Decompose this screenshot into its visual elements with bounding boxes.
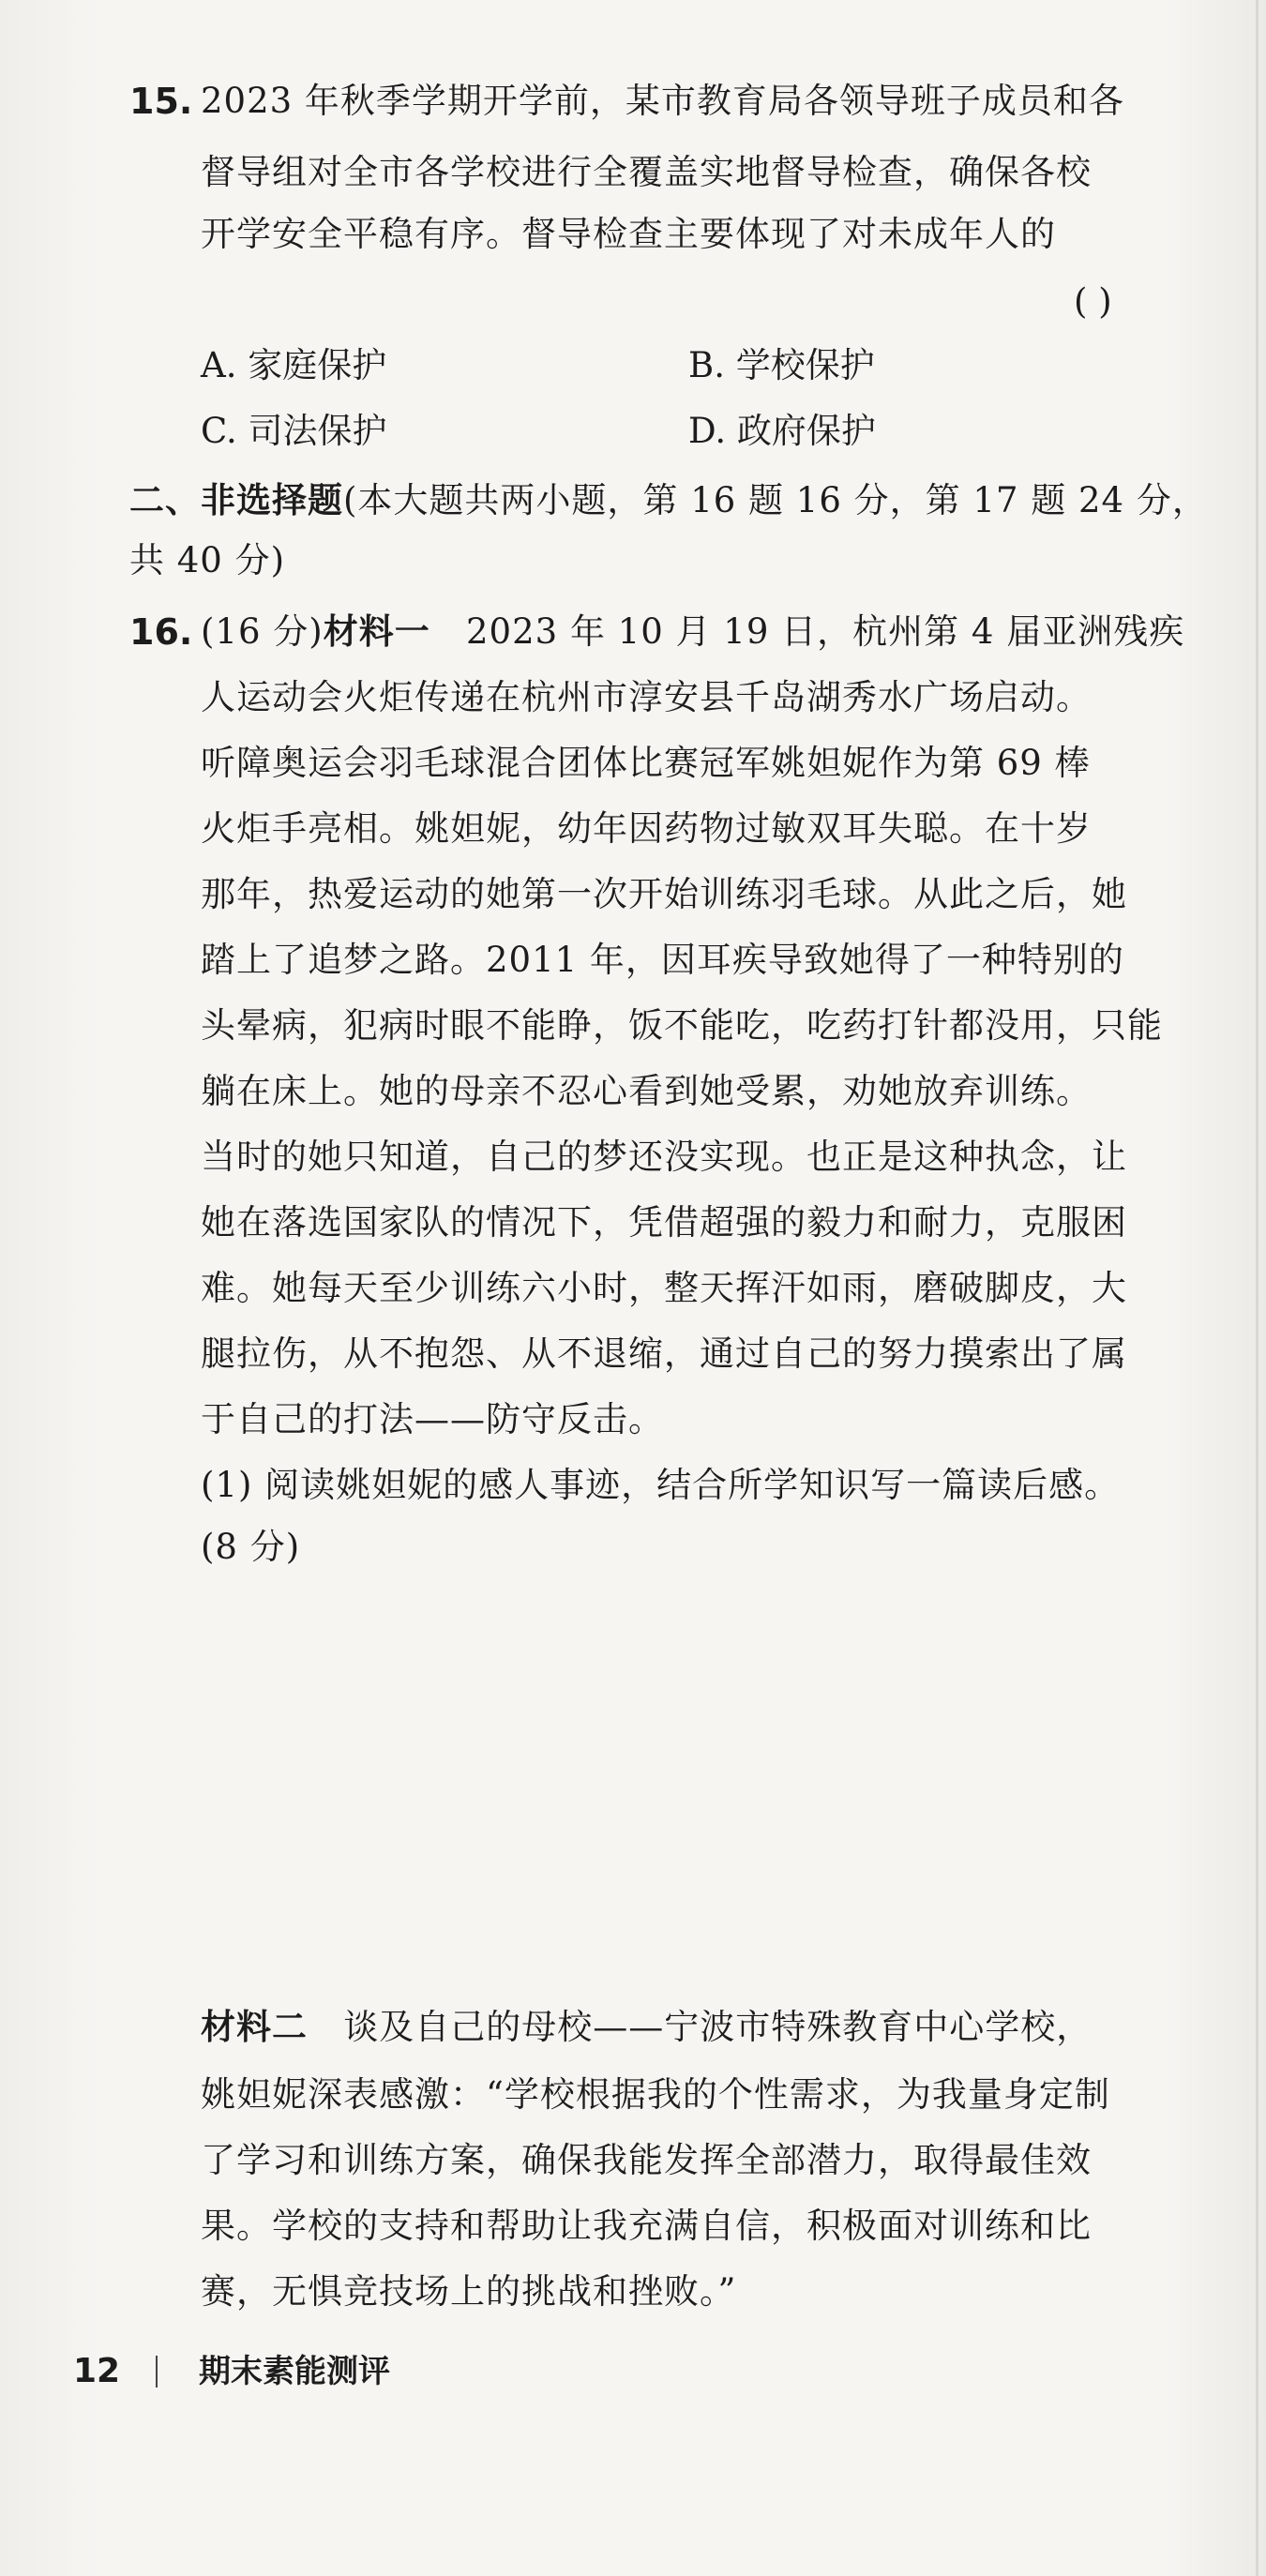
material-1-line-6: 踏上了追梦之路。2011 年，因耳疾导致她得了一种特别的 [201, 940, 1124, 980]
material-2-line-5: 赛，无惧竞技场上的挑战和挫败。” [201, 2271, 737, 2312]
option-c: C. 司法保护 [201, 411, 387, 451]
material-1-line-9: 当时的她只知道，自己的梦还没实现。也正是这种执念，让 [201, 1137, 1127, 1177]
material-1-line-7: 头晕病，犯病时眼不能睁，饭不能吃，吃药打针都没用，只能 [201, 1005, 1163, 1046]
material-2-line-3: 了学习和训练方案，确保我能发挥全部潜力，取得最佳效 [201, 2140, 1092, 2180]
material-2-label: 材料二 [201, 2007, 308, 2047]
footer-title: 期末素能测评 [199, 2353, 390, 2390]
material-1-line-2: 人运动会火炬传递在杭州市淳安县千岛湖秀水广场启动。 [201, 677, 1092, 717]
section-2-heading-row [129, 478, 1208, 523]
section-2-note: (本大题共两小题，第 16 题 16 分，第 17 题 24 分， [343, 480, 1208, 520]
question-15-line-2: 督导组对全市各学校进行全覆盖实地督导检查，确保各校 [201, 152, 1092, 192]
option-d: D. 政府保护 [688, 411, 876, 451]
material-2-line-4: 果。学校的支持和帮助让我充满自信，积极面对训练和比 [201, 2206, 1092, 2246]
question-15-line-1: 2023 年秋季学期开学前，某市教育局各领导班子成员和各 [201, 81, 1124, 121]
question-16-line-1 [201, 610, 1184, 655]
answer-parentheses: ( ) [1074, 281, 1112, 322]
footer-divider [156, 2356, 158, 2388]
material-1-line-12: 腿拉伤，从不抱怨、从不退缩，通过自己的努力摸索出了属 [201, 1333, 1127, 1374]
material-1-line-8: 躺在床上。她的母亲不忍心看到她受累，劝她放弃训练。 [201, 1071, 1092, 1111]
material-2-line-1 [201, 2005, 1092, 2050]
material-1-line-3: 听障奥运会羽毛球混合团体比赛冠军姚妲妮作为第 69 棒 [201, 743, 1091, 783]
option-b: B. 学校保护 [688, 345, 875, 385]
subquestion-1-line-2: (8 分) [201, 1527, 301, 1567]
question-16-score: (16 分) [201, 611, 324, 652]
option-a: A. 家庭保护 [201, 345, 387, 385]
question-16-number: 16. [129, 611, 193, 653]
page-edge-shadow [1256, 0, 1258, 2576]
material-1-label: 材料一 [323, 611, 430, 652]
subquestion-1-line-1: (1) 阅读姚妲妮的感人事迹，结合所学知识写一篇读后感。 [201, 1465, 1121, 1505]
material-1-line-10: 她在落选国家队的情况下，凭借超强的毅力和耐力，克服困 [201, 1202, 1127, 1243]
material-2-text-start: 谈及自己的母校——宁波市特殊教育中心学校， [343, 2007, 1093, 2047]
question-15-number: 15. [129, 81, 193, 122]
section-2-note-line-2: 共 40 分) [129, 540, 286, 580]
material-2-line-2: 姚妲妮深表感激：“学校根据我的个性需求，为我量身定制 [201, 2074, 1110, 2115]
section-2-heading: 二、非选择题 [129, 480, 343, 520]
page-number: 12 [73, 2352, 121, 2390]
material-1-line-11: 难。她每天至少训练六小时，整天挥汗如雨，磨破脚皮，大 [201, 1268, 1127, 1308]
material-1-text-start: 2023 年 10 月 19 日，杭州第 4 届亚洲残疾 [466, 611, 1185, 652]
material-1-line-13: 于自己的打法——防守反击。 [201, 1399, 664, 1439]
material-1-line-5: 那年，热爱运动的她第一次开始训练羽毛球。从此之后，她 [201, 874, 1127, 914]
material-1-line-4: 火炬手亮相。姚妲妮，幼年因药物过敏双耳失聪。在十岁 [201, 808, 1092, 849]
question-15-line-3: 开学安全平稳有序。督导检查主要体现了对未成年人的 [201, 214, 1056, 254]
